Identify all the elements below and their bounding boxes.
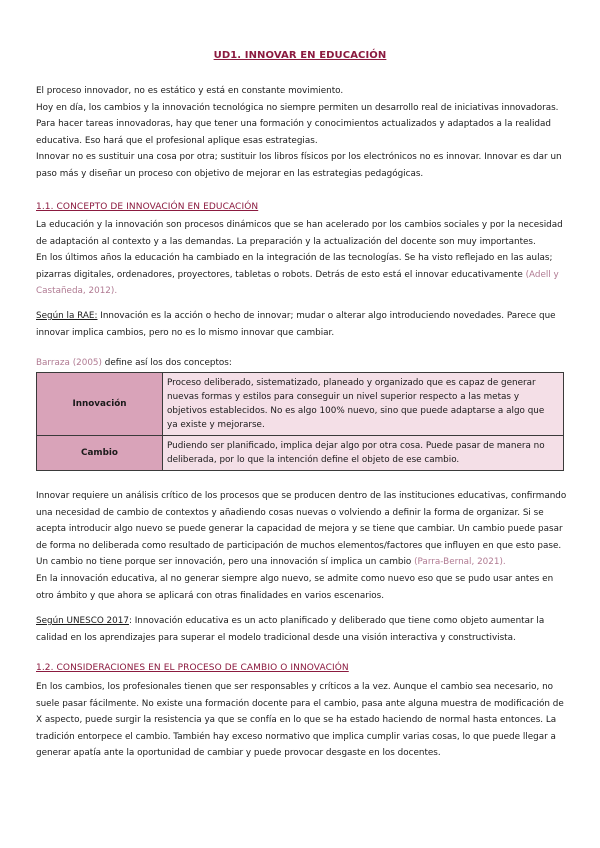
paragraph-text: En los últimos años la educación ha cambiado en la integración de las tecnologías. Se ha visto reflejado en las aulas; pizarras digitales, ordenadores, proyectores, tabletas o robots. Detrás de esto está el innovar educativamente: [36, 253, 553, 280]
intro-paragraph: Hoy en día, los cambios y la innovación tecnológica no siempre permiten un desarrollo real de iniciativas innovadoras.: [36, 102, 559, 113]
table-row: [37, 373, 564, 436]
barraza-text: define así los dos conceptos:: [101, 358, 232, 368]
citation-barraza: Barraza (2005): [36, 358, 102, 368]
intro-paragraph: Para hacer tareas innovadoras, hay que tener una formación y conocimientos actualizados y adaptados a la realidad educativa. Eso hará que el profesional aplique esas estrategias.: [36, 119, 551, 146]
intro-paragraph: Innovar no es sustituir una cosa por otra; sustituir los libros físicos por los electrónicos no es innovar. Innovar es dar un paso más y diseñar un proceso con objetivo de mejorar en las estrategias pedagógicas.: [36, 152, 562, 179]
section1-text-block: [36, 217, 568, 300]
unesco-text: : Innovación educativa es un acto planificado y deliberado que tiene como objeto aumentar la calidad en los aprendizajes para superar el modelo tradicional desde una visión interactiva y constructivista.: [36, 616, 545, 643]
barraza-intro: [36, 355, 568, 372]
table-row: [37, 436, 564, 471]
paragraph: La educación y la innovación son procesos dinámicos que se han acelerado por los cambios sociales y por la necesidad de adaptación al contexto y a las demandas. La preparación y la actualización del docente son muy importantes.: [36, 220, 563, 247]
unesco-label: Según UNESCO 2017: [36, 616, 129, 626]
citation-parra: (Parra-Bernal, 2021).: [414, 557, 506, 568]
citation-adell: (Adell y Castañeda, 2012).: [36, 269, 559, 297]
intro-paragraph: El proceso innovador, no es estático y está en constante movimiento.: [36, 86, 344, 96]
definition-cell: Proceso deliberado, sistematizado, planeado y organizado que es capaz de generar nuevas formas y estilos para conseguir un nivel superior respecto a las metas y objetivos establecidos. No es algo 100% nuevo, sino que puede adaptarse a algo que ya existe y mejorarse.: [163, 373, 564, 436]
term-cell: Innovación: [37, 373, 163, 436]
rae-label: Según la RAE:: [36, 311, 98, 321]
term-cell: Cambio: [37, 436, 163, 471]
concepts-table: [36, 372, 564, 471]
section-heading-consideraciones: 1.2. CONSIDERACIONES EN EL PROCESO DE CAMBIO O INNOVACIÓN: [36, 663, 349, 673]
paragraph: [36, 488, 568, 571]
rae-definition: [36, 308, 568, 341]
section1-analysis-block: [36, 488, 568, 604]
definition-cell: Pudiendo ser planificado, implica dejar algo por otra cosa. Puede pasar de manera no deliberada, por lo que la intención define el objeto de ese cambio.: [163, 436, 564, 471]
page-title: UD1. INNOVAR EN EDUCACIÓN: [213, 50, 387, 61]
section2-text-block: [36, 679, 568, 762]
rae-text: Innovación es la acción o hecho de innovar; mudar o alterar algo introduciendo novedades. Parece que innovar implica cambios, pero no es lo mismo innovar que cambiar.: [36, 311, 556, 338]
section-heading-concepto: 1.1. CONCEPTO DE INNOVACIÓN EN EDUCACIÓN: [36, 202, 259, 212]
unesco-definition: [36, 613, 568, 646]
paragraph: [36, 250, 568, 300]
paragraph: En la innovación educativa, al no generar siempre algo nuevo, se admite como nuevo eso que se pudo usar antes en otro ámbito y que ahora se aplicará con otras finalidades en varios escenarios.: [36, 573, 554, 601]
paragraph: En los cambios, los profesionales tienen que ser responsables y críticos a la vez. Aunque el cambio sea necesario, no suele pasar fácilmente. No existe una formación docente para el cambio, pasa ante alguna muestra de modificación de X aspecto, puede surgir la resistencia ya que se confía en lo que se ha estado haciendo de normal hasta entonces. La tradición entorpece el cambio. También hay exceso normativo que implica cumplir varias cosas, lo que puede llegar a generar apatía ante la oportunidad de cambiar y puede provocar desgaste en los docentes.: [36, 682, 564, 759]
intro-block: [36, 83, 568, 183]
paragraph-text: Innovar requiere un análisis crítico de los procesos que se producen dentro de las instituciones educativas, confirmando una necesidad de cambio de contextos y añadiendo cosas nuevas o volviendo a definir la forma de organizar. Si se acepta introducir algo nuevo se puede generar la capacidad de mejora y se tiene que cambiar. Un cambio puede pasar de forma no deliberada como resultado de participación de muchos elementos/factores que influyen en que esto pase. Un cambio no tiene porque ser innovación, pero una innovación sí implica un cambio: [36, 491, 567, 568]
